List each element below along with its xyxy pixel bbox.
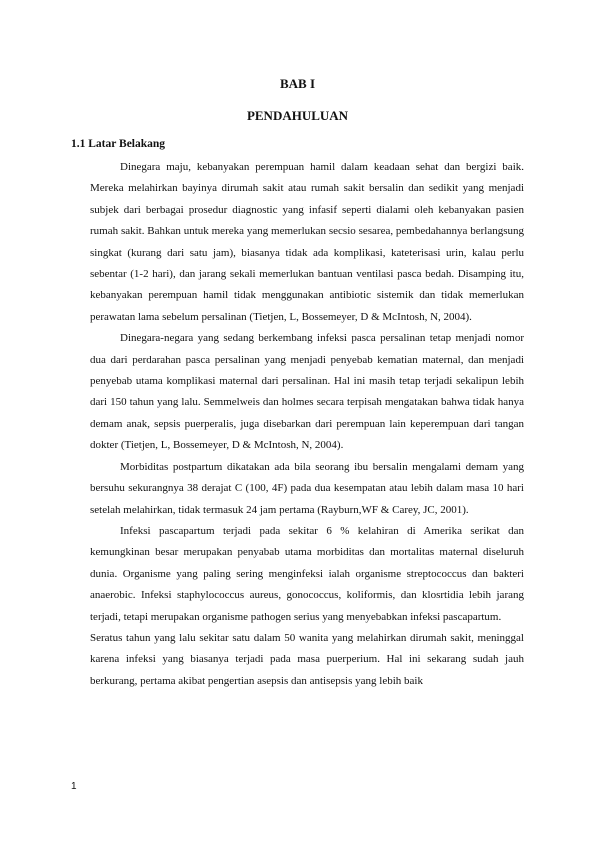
- paragraph: Dinegara maju, kebanyakan perempuan hamil dalam keadaan sehat dan bergizi baik. Mereka melahirkan bayinya dirumah sakit atau rumah sakit bersalin dan sedikit yang menjadi subjek dari berbagai prosedur diagnostic yang infasif seperti dialami oleh kebanyakan pasien rumah sakit. Bahkan untuk mereka yang memerlukan secsio sesarea, pembedahannya berlangsung singkat (kurang dari satu jam), biasanya tidak ada komplikasi, kateterisasi urin, kalau perlu sebentar (1-2 hari), dan jarang sekali memerlukan bantuan ventilasi pasca bedah. Disamping itu, kebanyakan perempuan hamil tidak menggunakan antibiotic sistemik dan tidak memerlukan perawatan lama sebelum persalinan (Tietjen, L, Bossemeyer, D & McIntosh, N, 2004).: [90, 161, 524, 323]
- paragraph: Seratus tahun yang lalu sekitar satu dalam 50 wanita yang melahirkan dirumah sakit, meninggal karena infeksi yang biasanya terjadi pada masa puerperium. Hal ini sekarang sudah jauh berkurang, pertama akibat pengertian asepsis dan antisepsis yang lebih baik: [90, 631, 524, 687]
- paragraph: Dinegara-negara yang sedang berkembang infeksi pasca persalinan tetap menjadi nomor dua dari perdarahan pasca persalinan yang menjadi penyebab kematian maternal, dan menjadi penyebab utama komplikasi maternal dari persalinan. Hal ini masih tetap terjadi sekalipun lebih dari 150 tahun yang lalu. Semmelweis dan holmes secara terpisah mengatakan bahwa tidak hanya demam anak, sepsis puerperalis, juga disebarkan dari perempuan lain keperempuan dari tangan dokter (Tietjen, L, Bossemeyer, D & McIntosh, N, 2004).: [90, 332, 524, 452]
- chapter-title: PENDAHULUAN: [246, 108, 349, 123]
- page-number: 1: [71, 781, 77, 792]
- paragraph: Infeksi pascapartum terjadi pada sekitar 6 % kelahiran di Amerika serikat dan kemungkinan besar merupakan penyabab utama morbiditas dan mortalitas maternal diseluruh dunia. Organisme yang paling sering menginfeksi ialah organisme streptococcus dan bakteri anaerobic. Infeksi staphylococcus aureus, gonococcus, koliformis, dan klosrtidia lebih jarang terjadi, tetapi merupakan organisme pathogen serius yang menyebabkan infeksi pascapartum.: [90, 524, 524, 623]
- section-heading: 1.1 Latar Belakang: [71, 138, 166, 150]
- body-text: [90, 157, 524, 692]
- paragraph: Morbiditas postpartum dikatakan ada bila seorang ibu bersalin mengalami demam yang bersuhu sekurangnya 38 derajat C (100, 4F) pada dua kesempatan atau lebih dalam masa 10 hari setelah melahirkan, tidak termasuk 24 jam pertama (Rayburn,WF & Carey, JC, 2001).: [90, 460, 524, 516]
- chapter-label: BAB I: [279, 76, 316, 91]
